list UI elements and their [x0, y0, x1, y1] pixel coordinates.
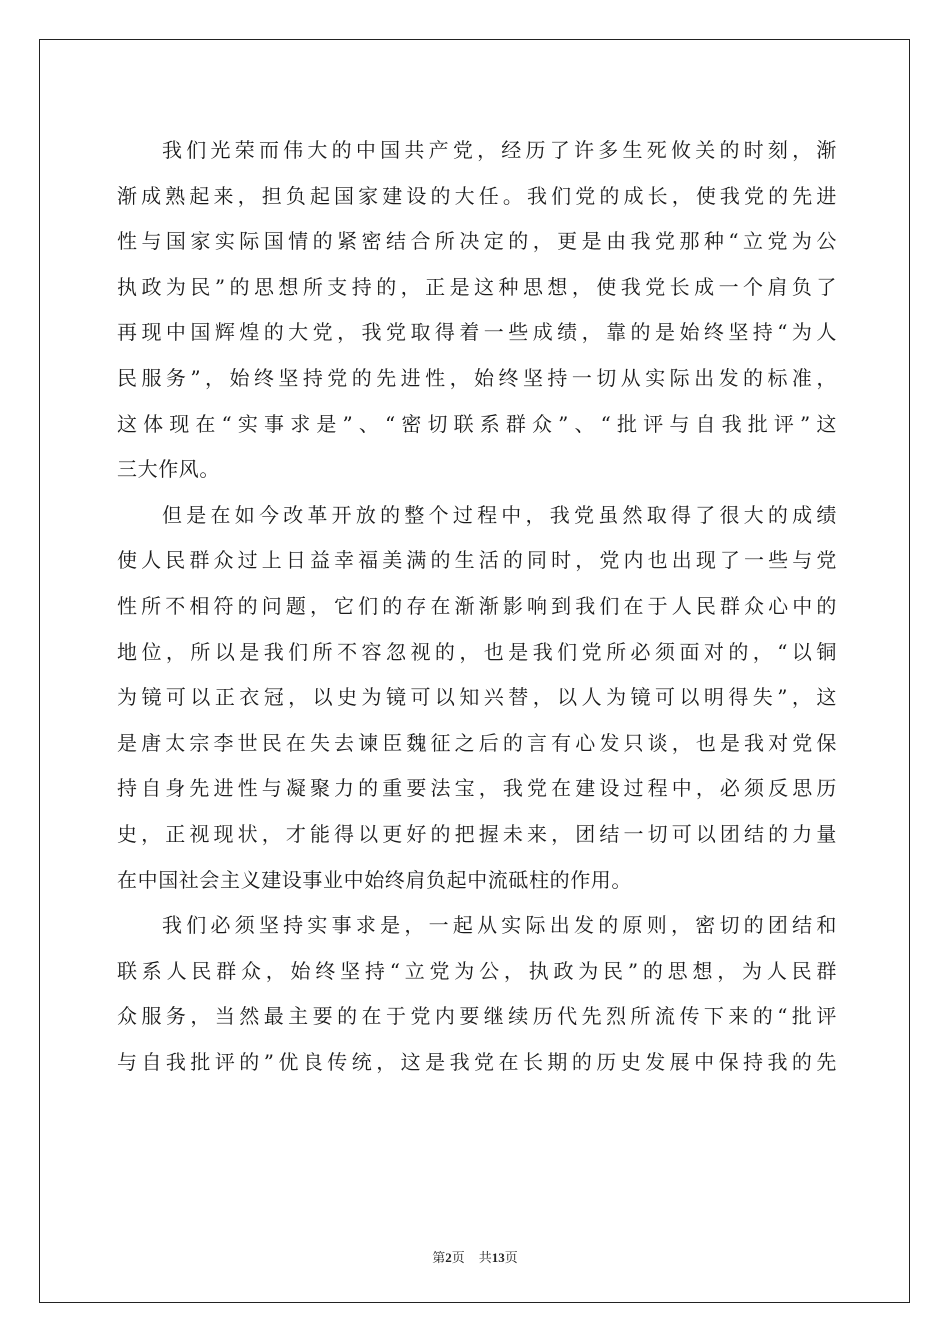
text-line: 众服务，当然最主要的在于党内要继续历代先烈所流传下来的“批评 [117, 1004, 837, 1029]
text-line: 三大作风。 [117, 457, 220, 482]
text-line: 与自我批评的”优良传统，这是我党在长期的历史发展中保持我的先 [117, 1049, 837, 1074]
text-line: 性与国家实际国情的紧密结合所决定的，更是由我党那种“立党为公 [117, 229, 837, 254]
page-suffix: 页 [451, 1250, 465, 1265]
text-line: 执政为民”的思想所支持的，正是这种思想，使我党长成一个肩负了 [117, 274, 837, 299]
text-line: 是唐太宗李世民在失去谏臣魏征之后的言有心发只谈，也是我对党保 [117, 730, 837, 755]
text-line: 再现中国辉煌的大党，我党取得着一些成绩，靠的是始终坚持“为人 [117, 320, 837, 345]
total-suffix: 页 [504, 1250, 518, 1265]
text-line: 渐成熟起来，担负起国家建设的大任。我们党的成长，使我党的先进 [117, 183, 837, 208]
page-prefix: 第 [432, 1250, 446, 1265]
text-line: 联系人民群众，始终坚持“立党为公，执政为民”的思想，为人民群 [117, 958, 837, 983]
text-line: 使人民群众过上日益幸福美满的生活的同时，党内也出现了一些与党 [117, 548, 837, 573]
text-line: 性所不相符的问题，它们的存在渐渐影响到我们在于人民群众心中的 [117, 593, 837, 618]
total-pages: 13 [491, 1250, 505, 1265]
total-prefix: 共 [478, 1250, 492, 1265]
text-line: 这体现在“实事求是”、“密切联系群众”、“批评与自我批评”这 [117, 411, 837, 436]
page-number: 2 [445, 1250, 452, 1265]
text-line: 地位，所以是我们所不容忽视的，也是我们党所必须面对的，“以铜 [117, 639, 837, 664]
text-line: 但是在如今改革开放的整个过程中，我党虽然取得了很大的成绩 [162, 502, 837, 527]
text-line: 我们必须坚持实事求是，一起从实际出发的原则，密切的团结和 [162, 913, 837, 938]
page-footer [0, 1247, 950, 1266]
text-line: 史，正视现状，才能得以更好的把握未来，团结一切可以团结的力量 [117, 821, 837, 846]
text-line: 持自身先进性与凝聚力的重要法宝，我党在建设过程中，必须反思历 [117, 776, 837, 801]
text-line: 我们光荣而伟大的中国共产党，经历了许多生死攸关的时刻，渐 [162, 138, 837, 162]
text-line: 为镜可以正衣冠，以史为镜可以知兴替，以人为镜可以明得失”，这 [117, 685, 837, 710]
text-line: 民服务”，始终坚持党的先进性，始终坚持一切从实际出发的标准， [117, 365, 837, 390]
text-line: 在中国社会主义建设事业中始终肩负起中流砥柱的作用。 [117, 867, 632, 892]
document-body [117, 128, 837, 1085]
